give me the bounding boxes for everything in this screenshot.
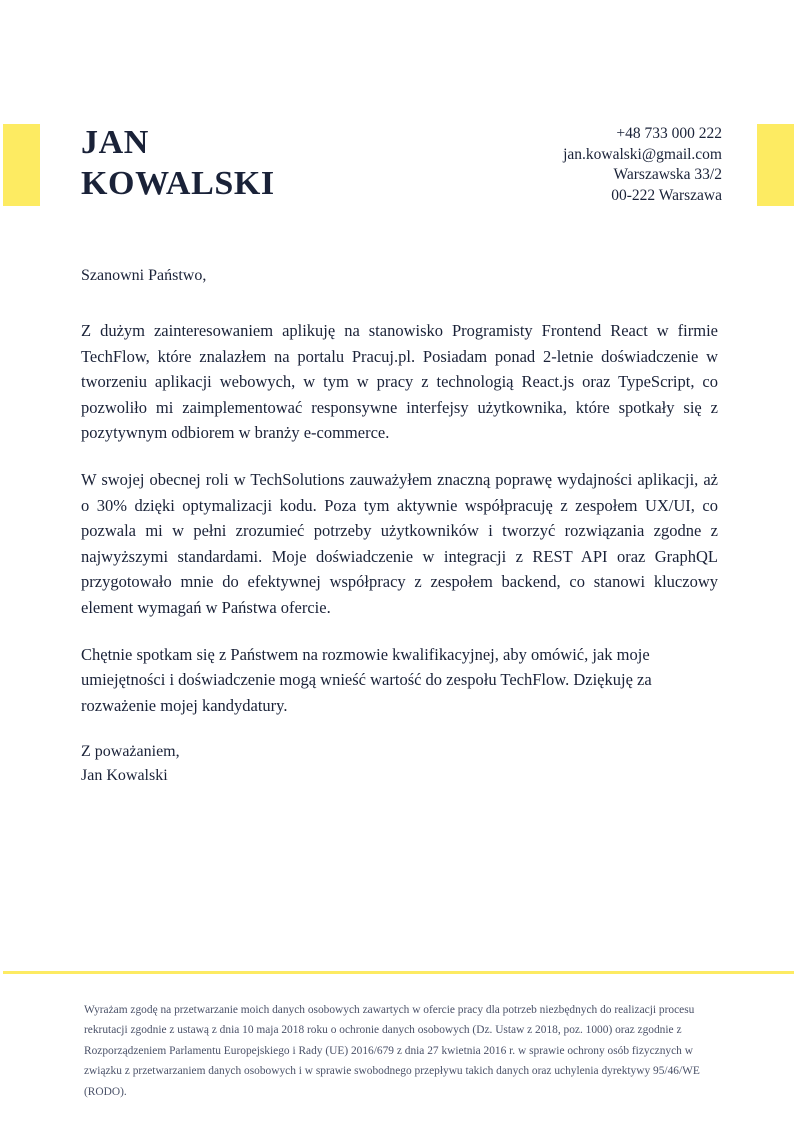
accent-block-left (3, 124, 40, 206)
closing-phrase: Z poważaniem, (81, 743, 180, 760)
letter-body (81, 264, 718, 718)
salutation: Szanowni Państwo, (81, 267, 207, 284)
body-paragraph-1: Z dużym zainteresowaniem aplikuję na stanowisko Programisty Frontend React w firmie TechFlow, które znalazłem na portalu Pracuj.pl. Posiadam ponad 2-letnie doświadczenie w tworzeniu aplikacji webowych, w tym w pracy z technologią React.js oraz TypeScript, co pozwoliło mi zaimplementować responsywne interfejsy użytkownika, które spotkały się z pozytywnym odbiorem w branży e-commerce. (81, 321, 718, 443)
contact-phone: +48 733 000 222 (616, 125, 722, 142)
signature-name: Jan Kowalski (81, 767, 168, 784)
footer-divider (3, 971, 794, 974)
signature-block (81, 740, 180, 788)
candidate-name (81, 122, 511, 204)
gdpr-consent-clause: Wyrażam zgodę na przetwarzanie moich danych osobowych zawartych w ofercie pracy dla potrzeb niezbędnych do realizacji procesu rekrutacji zgodnie z ustawą z dnia 10 maja 2018 roku o ochronie danych osobowych (Dz. Ustaw z 2018, poz. 1000) oraz zgodnie z Rozporządzeniem Parlamentu Europejskiego i Rady (UE) 2016/679 z dnia 27 kwietnia 2016 r. w sprawie ochrony osób fizycznych w związku z przetwarzaniem danych osobowych i w sprawie swobodnego przepływu takich danych oraz uchylenia dyrektywy 95/46/WE (RODO). (84, 1004, 700, 1098)
candidate-last-name: KOWALSKI (81, 165, 275, 202)
contact-details (563, 124, 722, 206)
contact-street-address: Warszawska 33/2 (613, 166, 722, 183)
letter-header (0, 124, 797, 206)
contact-city: 00-222 Warszawa (611, 186, 722, 204)
body-paragraph-3: Chętnie spotkam się z Państwem na rozmowie kwalifikacyjnej, aby omówić, jak moje umiejętności i doświadczenie mogą wnieść wartość do zespołu TechFlow. Dziękuję za rozważenie mojej kandydatury. (81, 644, 652, 715)
contact-email: jan.kowalski@gmail.com (563, 145, 722, 163)
body-paragraph-2: W swojej obecnej roli w TechSolutions zauważyłem znaczną poprawę wydajności aplikacji, aż o 30% dzięki optymalizacji kodu. Poza tym aktywnie współpracuję z zespołem UX/UI, co pozwala mi w pełni zrozumieć potrzeby użytkowników i tworzyć rozwiązania zgodne z najwyższymi standardami. Moje doświadczenie w integracji z REST API oraz GraphQL przygotowało mnie do efektywnej współpracy z zespołem backend, co stanowi kluczowy element wymagań w Państwa ofercie. (81, 469, 718, 617)
accent-block-right (757, 124, 794, 206)
candidate-first-name: JAN (81, 124, 149, 161)
